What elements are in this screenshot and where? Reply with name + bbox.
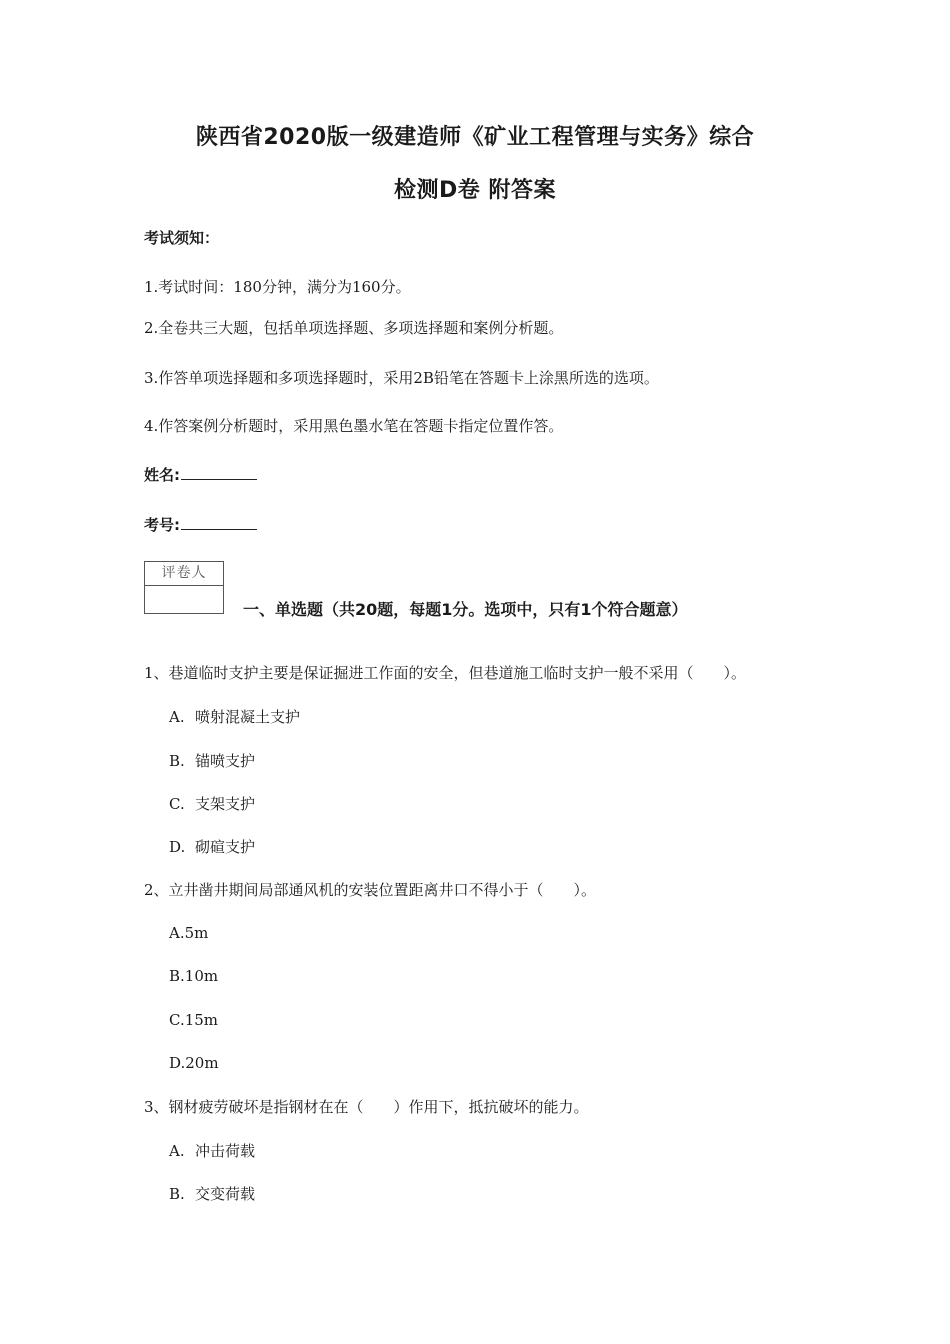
grader-box bbox=[144, 561, 224, 614]
question-stem: 1、巷道临时支护主要是保证掘进工作面的安全，但巷道施工临时支护一般不采用（ ）。 bbox=[144, 664, 747, 682]
question-option: A.5m bbox=[169, 924, 209, 942]
option-letter: D. bbox=[169, 838, 186, 856]
notice-item: 2.全卷共三大题，包括单项选择题、多项选择题和案例分析题。 bbox=[144, 319, 564, 337]
question-option: D.20m bbox=[169, 1054, 219, 1072]
question-option: C.15m bbox=[169, 1011, 219, 1029]
question-option bbox=[169, 1140, 255, 1161]
option-text: 交变荷载 bbox=[195, 1185, 256, 1203]
question-option bbox=[169, 750, 255, 771]
option-text: 支架支护 bbox=[195, 795, 256, 813]
notice-item: 1.考试时间：180分钟，满分为160分。 bbox=[144, 278, 411, 296]
question-option bbox=[169, 1183, 255, 1204]
question-stem: 2、立井凿井期间局部通风机的安装位置距离井口不得小于（ ）。 bbox=[144, 881, 597, 899]
option-letter: A. bbox=[169, 708, 185, 726]
question-option bbox=[169, 706, 300, 727]
id-field bbox=[144, 514, 257, 535]
name-blank bbox=[181, 465, 257, 480]
option-letter: A. bbox=[169, 1142, 185, 1160]
option-text: 锚喷支护 bbox=[195, 752, 256, 770]
grader-label: 评卷人 bbox=[145, 562, 223, 586]
question-option bbox=[169, 793, 255, 814]
notice-item: 4.作答案例分析题时，采用黑色墨水笔在答题卡指定位置作答。 bbox=[144, 417, 564, 435]
question-option: B.10m bbox=[169, 967, 219, 985]
name-field bbox=[144, 464, 257, 485]
option-letter: C. bbox=[169, 795, 185, 813]
question-option bbox=[169, 836, 255, 857]
option-letter: B. bbox=[169, 752, 185, 770]
option-letter: B. bbox=[169, 1185, 185, 1203]
document-title-line1: 陕西省2020版一级建造师《矿业工程管理与实务》综合 bbox=[195, 125, 755, 150]
id-blank bbox=[181, 515, 257, 530]
document-title-line2: 检测D卷 附答案 bbox=[394, 178, 556, 203]
notice-item: 3.作答单项选择题和多项选择题时，采用2B铅笔在答题卡上涂黑所选的选项。 bbox=[144, 369, 659, 387]
option-text: 喷射混凝土支护 bbox=[195, 708, 301, 726]
notice-heading: 考试须知： bbox=[144, 229, 220, 247]
option-text: 砌碹支护 bbox=[195, 838, 256, 856]
name-label: 姓名: bbox=[144, 466, 180, 484]
question-stem: 3、钢材疲劳破坏是指钢材在在（ ）作用下，抵抗破坏的能力。 bbox=[144, 1098, 589, 1116]
id-label: 考号: bbox=[144, 516, 180, 534]
section-title: 一、单选题（共20题，每题1分。选项中，只有1个符合题意） bbox=[243, 600, 688, 619]
option-text: 冲击荷载 bbox=[195, 1142, 256, 1160]
